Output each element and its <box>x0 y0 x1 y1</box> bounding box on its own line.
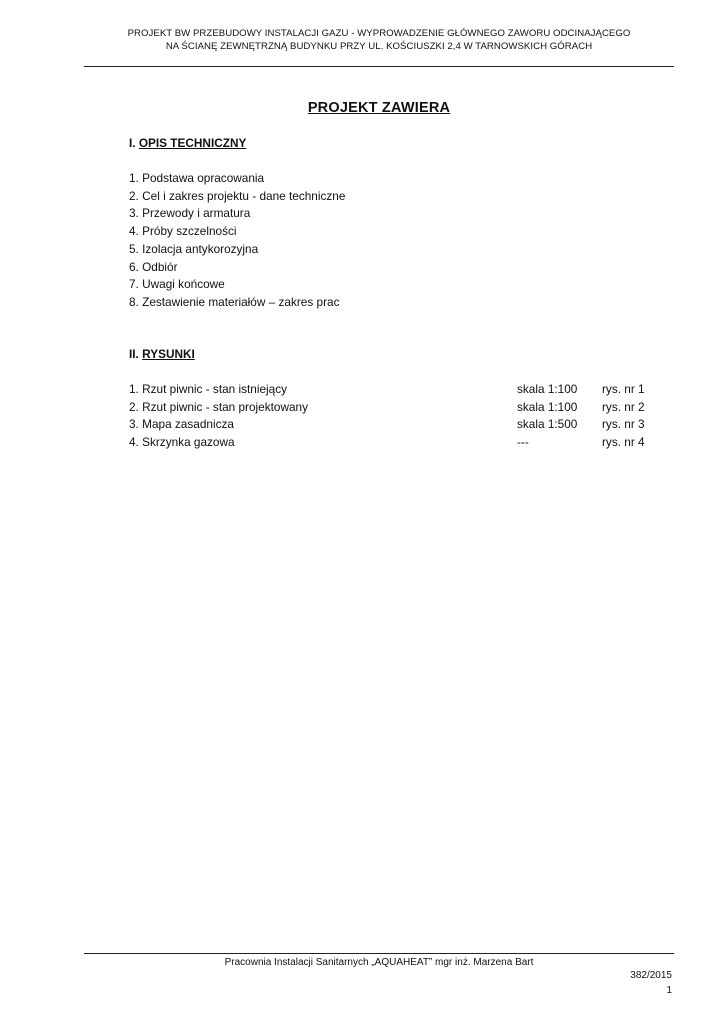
page-number: 1 <box>666 985 672 996</box>
list-item: 6. Odbiór <box>129 259 178 274</box>
footer-divider <box>84 953 674 954</box>
table-row <box>129 416 649 434</box>
drawing-scale: skala 1:100 <box>517 399 578 414</box>
drawing-name: 1. Rzut piwnic - stan istniejący <box>129 382 288 396</box>
footer-company: Pracownia Instalacji Sanitarnych „AQUAHEAT” mgr inż. Marzena Bart <box>224 957 534 968</box>
table-row <box>129 381 649 399</box>
document-number-block <box>630 968 672 998</box>
list-item: 2. Cel i zakres projektu - dane techniczne <box>129 188 346 203</box>
header-line-1: PROJEKT BW PRZEBUDOWY INSTALACJI GAZU - WYPROWADZENIE GŁÓWNEGO ZAWORU ODCINAJĄCEGO <box>127 28 631 39</box>
section-heading-drawings <box>129 347 195 361</box>
drawing-name: 3. Mapa zasadnicza <box>129 417 234 432</box>
drawing-scale: --- <box>517 435 529 450</box>
table-row <box>129 434 649 452</box>
header-line-2: NA ŚCIANĘ ZEWNĘTRZNĄ BUDYNKU PRZY UL. KOŚCIUSZKI 2,4 W TARNOWSKICH GÓRACH <box>165 41 593 52</box>
drawing-sheet-number: rys. nr 4 <box>602 435 645 450</box>
list-item: 8. Zestawienie materiałów – zakres prac <box>129 294 340 309</box>
drawing-sheet-number: rys. nr 1 <box>602 382 645 396</box>
document-title: PROJEKT ZAWIERA <box>307 100 451 116</box>
section-number: II. <box>129 347 139 361</box>
drawing-name: 4. Skrzynka gazowa <box>129 435 235 450</box>
drawings-list <box>129 381 649 452</box>
drawing-scale: skala 1:100 <box>517 382 578 396</box>
header-divider <box>84 66 674 67</box>
drawing-sheet-number: rys. nr 3 <box>602 417 645 432</box>
list-item: 1. Podstawa opracowania <box>129 171 265 185</box>
drawing-scale: skala 1:500 <box>517 417 578 432</box>
section-title: RYSUNKI <box>142 347 195 361</box>
list-item: 5. Izolacja antykorozyjna <box>129 241 259 256</box>
list-item: 7. Uwagi końcowe <box>129 277 225 292</box>
table-row <box>129 399 649 417</box>
drawing-name: 2. Rzut piwnic - stan projektowany <box>129 399 308 414</box>
technical-description-list <box>129 170 345 312</box>
list-item: 4. Próby szczelności <box>129 224 237 239</box>
section-heading-technical-description <box>129 136 246 150</box>
section-number: I. <box>129 136 136 150</box>
page-header <box>84 27 674 53</box>
section-title: OPIS TECHNICZNY <box>138 136 247 150</box>
drawing-sheet-number: rys. nr 2 <box>602 399 645 414</box>
list-item: 3. Przewody i armatura <box>129 206 251 221</box>
document-number: 382/2015 <box>630 970 672 981</box>
